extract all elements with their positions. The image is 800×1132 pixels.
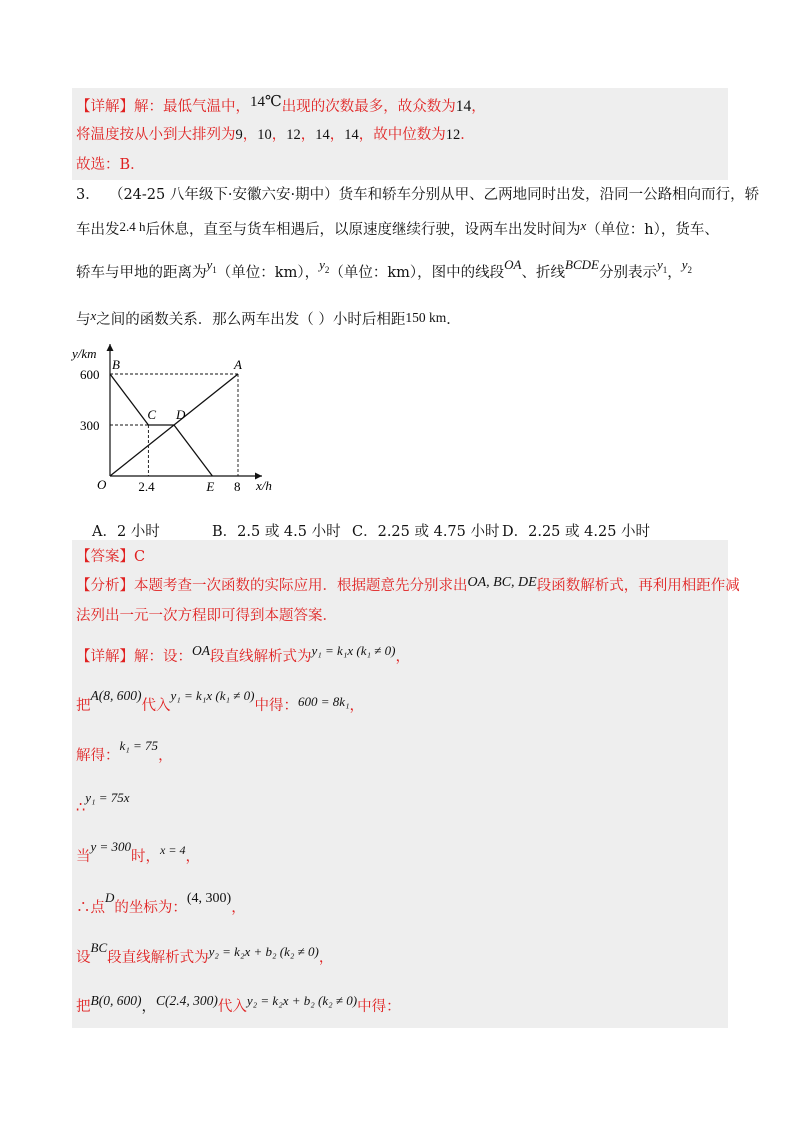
option-d[interactable]: D．2.25 或 4.25 小时 xyxy=(502,524,651,540)
answer-line xyxy=(76,549,145,566)
distance-value: 150 km xyxy=(405,310,447,325)
answer-value: C xyxy=(134,549,146,565)
point-label-A: A xyxy=(234,357,242,372)
detail-line-3: 故选：B． xyxy=(76,157,145,173)
point-label-D: D xyxy=(176,407,186,422)
detail2-line-7: 设BC段直线解析式为y₂ = k₂x + b₂ (k₂ ≠ 0)， xyxy=(76,940,334,966)
point-label-C: C xyxy=(147,407,157,422)
y-tick-label: 600 xyxy=(80,367,100,382)
question-source: （24-25 八年级下·安徽六安·期中） xyxy=(108,187,339,203)
detail2-line-5: 当y = 300时，$^{x = 4}$， xyxy=(76,839,200,865)
point-label-E: E xyxy=(206,479,215,494)
point-label-O: O xyxy=(97,477,107,492)
analysis-tag: 【分析】 xyxy=(76,578,134,594)
detail2-line-6: ∴点D的坐标为：(4, 300)， xyxy=(76,890,246,916)
detail-line-2: 将温度按从小到大排列为9，10，12，14，14，故中位数为12． xyxy=(76,127,475,143)
detail-line-1: 【详解】解：最低气温中，14℃出现的次数最多，故众数为14， xyxy=(76,94,486,115)
mode-value: 14 xyxy=(455,98,472,115)
x-tick-label: 2.4 xyxy=(138,479,155,494)
detail2-tag: 【详解】 xyxy=(76,649,134,665)
question-number: 3． xyxy=(76,187,100,203)
analysis-line-1: 【分析】本题考查一次函数的实际应用．根据题意先分别求出OA, BC, DE段函数解析式，再利用相距作减 xyxy=(76,575,740,594)
question-line-3: 轿车与甲地的距离为$y_1$（单位：km），$y_2$（单位：km），图中的线段OA、折线BCDE分别表示$y_1$，$y_2$ xyxy=(76,257,693,281)
question-line-1: 3． （24-25 八年级下·安徽六安·期中）货车和轿车分别从甲、乙两地同时出发，沿同一公路相向而行，轿 xyxy=(76,187,760,203)
analysis-line-2: 法列出一元一次方程即可得到本题答案． xyxy=(76,608,337,624)
option-c[interactable]: C．2.25 或 4.75 小时 xyxy=(352,524,500,540)
detail2-line-3: 解得：k₁ = 75， xyxy=(76,738,173,764)
temp-value: 14℃ xyxy=(250,94,282,110)
x-tick-label: 8 xyxy=(234,479,241,494)
detail2-line-2: 把A(8, 600)代入y₁ = k₁x (k₁ ≠ 0)中得：600 = 8k₁， xyxy=(76,688,365,714)
option-a[interactable]: A．2 小时 xyxy=(92,524,160,540)
detail-tag: 【详解】 xyxy=(76,99,134,115)
detail2-line-1: 【详解】解：设：OA段直线解析式为y₁ = k₁x (k₁ ≠ 0)， xyxy=(76,643,410,665)
question-line-2: 车出发2.4 h后休息，直至与货车相遇后，以原速度继续行驶，设两车出发时间为x（单位：h），货车、 xyxy=(76,218,719,238)
y-axis-label: y/km xyxy=(72,346,97,361)
y-tick-label: 300 xyxy=(80,418,100,433)
x-axis-label: x/h xyxy=(256,478,272,493)
detail2-line-8: 把B(0, 600)，C(2.4, 300)代入y₂ = k₂x + b₂ (k₂ ≠ 0)中得： xyxy=(76,993,401,1015)
question-line-4: 与x之间的函数关系．那么两车出发（ ）小时后相距150 km． xyxy=(76,308,461,328)
answer-tag: 【答案】 xyxy=(76,549,134,565)
median-value: 12 xyxy=(445,127,461,143)
distance-time-chart xyxy=(70,338,280,498)
detail2-line-4: ∴y₁ = 75x xyxy=(76,790,130,816)
option-b[interactable]: B．2.5 或 4.5 小时 xyxy=(212,524,341,540)
point-label-B: B xyxy=(112,357,120,372)
